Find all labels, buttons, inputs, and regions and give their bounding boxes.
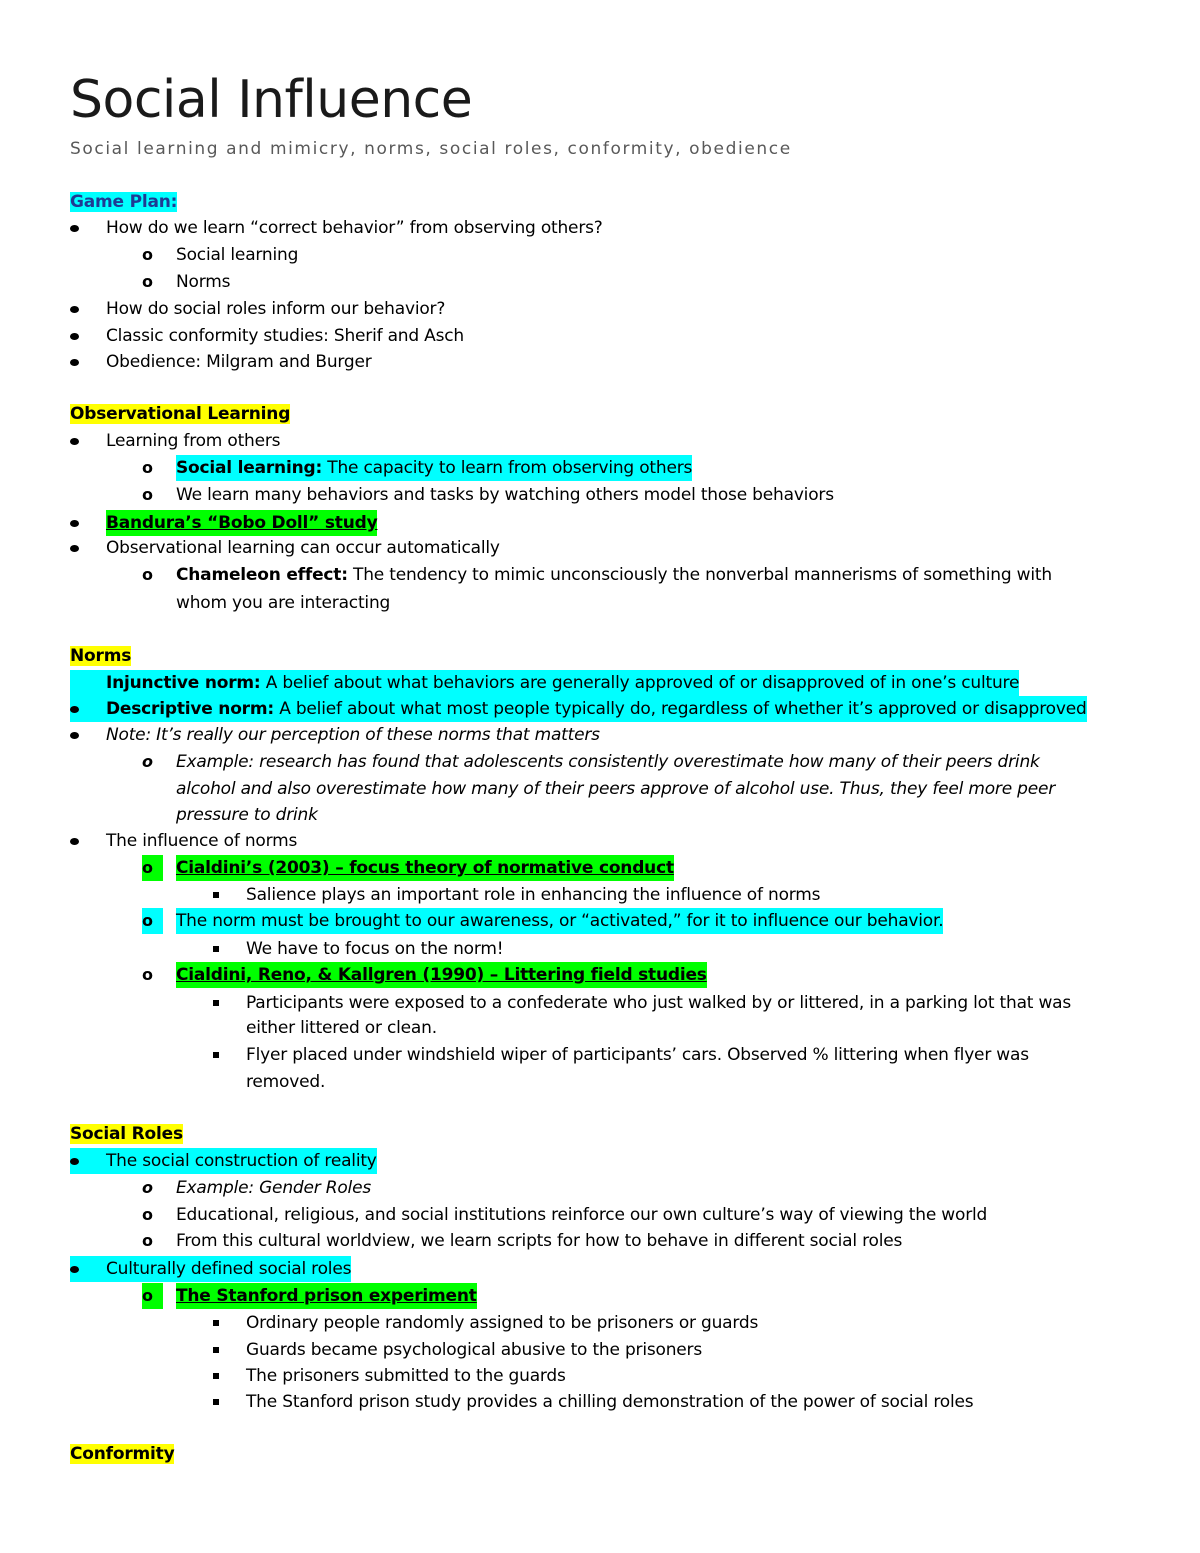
circle-bullet-icon: o [142,245,153,264]
list-item: Learning from others [106,431,281,451]
bullet-icon [70,838,79,845]
square-bullet-icon [213,946,219,952]
list-item: Observational learning can occur automatically [106,538,500,558]
section-heading-observational-learning [70,401,290,427]
square-bullet-icon [213,1320,219,1326]
circle-bullet-icon: o [142,908,163,934]
list-item: Norms [176,272,231,292]
study-reference: Cialdini, Reno, & Kallgren (1990) – Littering field studies [176,962,707,988]
circle-bullet-icon: o [142,565,153,584]
bullet-icon [70,1158,79,1165]
section-heading-game-plan [70,189,177,215]
term: Descriptive norm: [106,699,274,719]
definition-descriptive-norm [70,696,1087,722]
circle-bullet-icon: o [142,752,153,771]
list-item-note: Note: It’s really our perception of these norms that matters [106,725,600,745]
study-reference: Cialdini’s (2003) – focus theory of normative conduct [176,855,674,881]
list-item-continuation: either littered or clean. [246,1018,437,1038]
bullet-icon [70,732,79,739]
bullet-icon [70,545,79,552]
list-item-highlight: Culturally defined social roles [70,1256,351,1282]
list-item [176,562,1052,588]
list-item: We learn many behaviors and tasks by watching others model those behaviors [176,485,834,505]
list-item: The influence of norms [106,831,298,851]
study-reference: Bandura’s “Bobo Doll” study [106,510,377,536]
heading-text: Social Roles [70,1124,183,1144]
heading-text: Observational Learning [70,404,291,424]
circle-bullet-icon: o [142,1178,153,1197]
term: Injunctive norm: [106,673,261,693]
definition: A belief about what behaviors are generally approved of or disapproved of in one’s culture [260,673,1020,693]
page-title: Social Influence [70,70,473,130]
list-item: Obedience: Milgram and Burger [106,352,372,372]
list-item: Educational, religious, and social institutions reinforce our own culture’s way of viewing the world [176,1205,988,1225]
bullet-icon [70,520,79,527]
list-item-continuation: removed. [246,1072,326,1092]
definition: The tendency to mimic unconsciously the nonverbal mannerisms of something with [347,565,1052,585]
list-item-continuation: pressure to drink [176,805,318,825]
list-item: Ordinary people randomly assigned to be prisoners or guards [246,1313,759,1333]
list-item: Flyer placed under windshield wiper of participants’ cars. Observed % littering when flyer was [246,1045,1029,1065]
bullet-icon [70,359,79,366]
circle-bullet-icon: o [142,272,153,291]
heading-text: Conformity [70,1444,175,1464]
circle-bullet-icon: o [142,1231,153,1250]
bullet-icon [70,306,79,313]
definition: A belief about what most people typically do, regardless of whether it’s approved or disapproved [273,699,1087,719]
circle-bullet-icon: o [142,965,153,984]
list-item: Participants were exposed to a confederate who just walked by or littered, in a parking lot that was [246,993,1072,1013]
circle-bullet-icon: o [142,855,163,881]
list-item-example: Example: Gender Roles [176,1178,371,1198]
bullet-icon [70,225,79,232]
bullet-icon [70,706,79,713]
list-item: How do we learn “correct behavior” from observing others? [106,218,603,238]
square-bullet-icon [213,1373,219,1379]
page-subtitle: Social learning and mimicry, norms, social roles, conformity, obedience [70,139,792,159]
list-item: The Stanford prison study provides a chilling demonstration of the power of social roles [246,1392,974,1412]
list-item: Classic conformity studies: Sherif and Asch [106,326,464,346]
section-heading-norms [70,643,131,669]
square-bullet-icon [213,892,219,898]
square-bullet-icon [213,1399,219,1405]
square-bullet-icon [213,1052,219,1058]
bullet-icon [70,333,79,340]
list-item-highlight: The norm must be brought to our awareness, or “activated,” for it to influence our behavior. [176,908,943,934]
list-item-highlight: The social construction of reality [70,1148,377,1174]
heading-text: Game Plan: [70,192,178,212]
section-heading-social-roles [70,1121,183,1147]
section-heading-conformity [70,1441,174,1467]
list-item-continuation: alcohol and also overestimate how many of their peers approve of alcohol use. Thus, they feel more peer [176,779,1056,799]
list-item-continuation: whom you are interacting [176,593,391,613]
definition-injunctive-norm [70,670,1019,696]
term: Social learning: [176,458,323,478]
circle-bullet-icon: o [142,1283,163,1309]
list-item: Social learning [176,245,299,265]
bullet-icon [70,438,79,445]
circle-bullet-icon: o [142,1205,153,1224]
study-reference: The Stanford prison experiment [176,1283,477,1309]
term: Chameleon effect: [176,565,348,585]
list-item-example: Example: research has found that adolescents consistently overestimate how many of their peers drink [176,752,1040,772]
definition: The capacity to learn from observing others [322,458,693,478]
circle-bullet-icon: o [142,485,153,504]
square-bullet-icon [213,1000,219,1006]
list-item: Salience plays an important role in enhancing the influence of norms [246,885,821,905]
circle-bullet-icon: o [142,458,153,477]
list-item-highlight [176,455,692,481]
heading-text: Norms [70,646,132,666]
list-item: We have to focus on the norm! [246,939,504,959]
list-item: The prisoners submitted to the guards [246,1366,566,1386]
square-bullet-icon [213,1347,219,1353]
list-item: Guards became psychological abusive to the prisoners [246,1340,703,1360]
list-item: From this cultural worldview, we learn scripts for how to behave in different social roles [176,1231,903,1251]
list-item: How do social roles inform our behavior? [106,299,446,319]
bullet-icon [70,1266,79,1273]
